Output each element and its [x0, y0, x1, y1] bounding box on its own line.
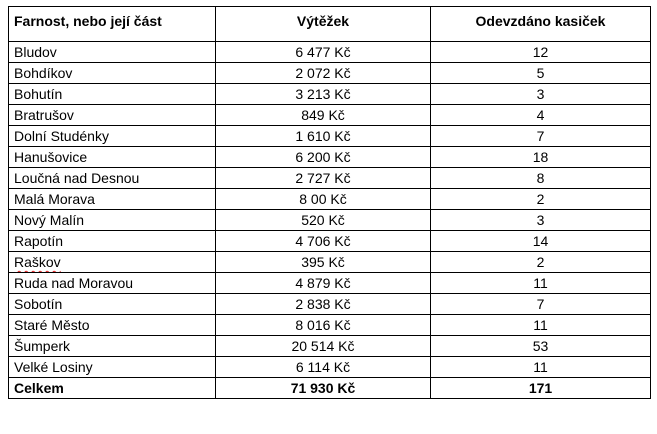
parish-yield: 2 727 Kč — [216, 168, 431, 189]
table-header-row — [9, 7, 651, 42]
parish-yield: 4 706 Kč — [216, 231, 431, 252]
parish-boxes: 5 — [431, 63, 651, 84]
parish-yield: 8 00 Kč — [216, 189, 431, 210]
table-row — [9, 336, 651, 357]
parish-boxes: 12 — [431, 42, 651, 63]
parish-yield: 2 072 Kč — [216, 63, 431, 84]
parish-yield: 20 514 Kč — [216, 336, 431, 357]
parish-boxes: 4 — [431, 105, 651, 126]
parish-name — [9, 252, 216, 273]
parish-name: Staré Město — [9, 315, 216, 336]
header-yield: Výtěžek — [216, 7, 431, 42]
total-boxes: 171 — [431, 378, 651, 399]
table-row — [9, 294, 651, 315]
parish-name: Malá Morava — [9, 189, 216, 210]
table-row — [9, 252, 651, 273]
parish-name: Šumperk — [9, 336, 216, 357]
parish-boxes: 7 — [431, 126, 651, 147]
parish-yield: 8 016 Kč — [216, 315, 431, 336]
parish-name: Rapotín — [9, 231, 216, 252]
table-row — [9, 231, 651, 252]
table-row — [9, 84, 651, 105]
parish-yield: 6 200 Kč — [216, 147, 431, 168]
collection-results-table — [8, 6, 651, 399]
table-row — [9, 63, 651, 84]
parish-boxes: 3 — [431, 84, 651, 105]
parish-boxes: 3 — [431, 210, 651, 231]
parish-name: Velké Losiny — [9, 357, 216, 378]
header-boxes: Odevzdáno kasiček — [431, 7, 651, 42]
header-parish: Farnost, nebo její část — [9, 7, 216, 42]
parish-boxes: 53 — [431, 336, 651, 357]
parish-name: Bohdíkov — [9, 63, 216, 84]
table-row — [9, 147, 651, 168]
parish-name: Loučná nad Desnou — [9, 168, 216, 189]
parish-yield: 1 610 Kč — [216, 126, 431, 147]
parish-name: Nový Malín — [9, 210, 216, 231]
parish-yield: 3 213 Kč — [216, 84, 431, 105]
parish-name: Hanušovice — [9, 147, 216, 168]
parish-name: Sobotín — [9, 294, 216, 315]
total-row — [9, 378, 651, 399]
parish-boxes: 7 — [431, 294, 651, 315]
parish-yield: 520 Kč — [216, 210, 431, 231]
parish-yield: 6 114 Kč — [216, 357, 431, 378]
parish-name: Bohutín — [9, 84, 216, 105]
table-row — [9, 105, 651, 126]
parish-name: Ruda nad Moravou — [9, 273, 216, 294]
parish-boxes: 2 — [431, 252, 651, 273]
parish-boxes: 11 — [431, 315, 651, 336]
parish-boxes: 18 — [431, 147, 651, 168]
parish-yield: 6 477 Kč — [216, 42, 431, 63]
table-row — [9, 189, 651, 210]
parish-boxes: 11 — [431, 273, 651, 294]
parish-yield: 849 Kč — [216, 105, 431, 126]
parish-name: Bludov — [9, 42, 216, 63]
table-row — [9, 126, 651, 147]
parish-name: Dolní Studénky — [9, 126, 216, 147]
table-row — [9, 315, 651, 336]
parish-yield: 2 838 Kč — [216, 294, 431, 315]
parish-boxes: 14 — [431, 231, 651, 252]
parish-boxes: 2 — [431, 189, 651, 210]
table-row — [9, 42, 651, 63]
parish-yield: 395 Kč — [216, 252, 431, 273]
table-row — [9, 273, 651, 294]
table-row — [9, 357, 651, 378]
total-label: Celkem — [9, 378, 216, 399]
table-row — [9, 168, 651, 189]
table-row — [9, 210, 651, 231]
parish-name-text: Raškov — [14, 254, 61, 270]
total-yield: 71 930 Kč — [216, 378, 431, 399]
parish-name: Bratrušov — [9, 105, 216, 126]
parish-boxes: 11 — [431, 357, 651, 378]
parish-boxes: 8 — [431, 168, 651, 189]
parish-yield: 4 879 Kč — [216, 273, 431, 294]
